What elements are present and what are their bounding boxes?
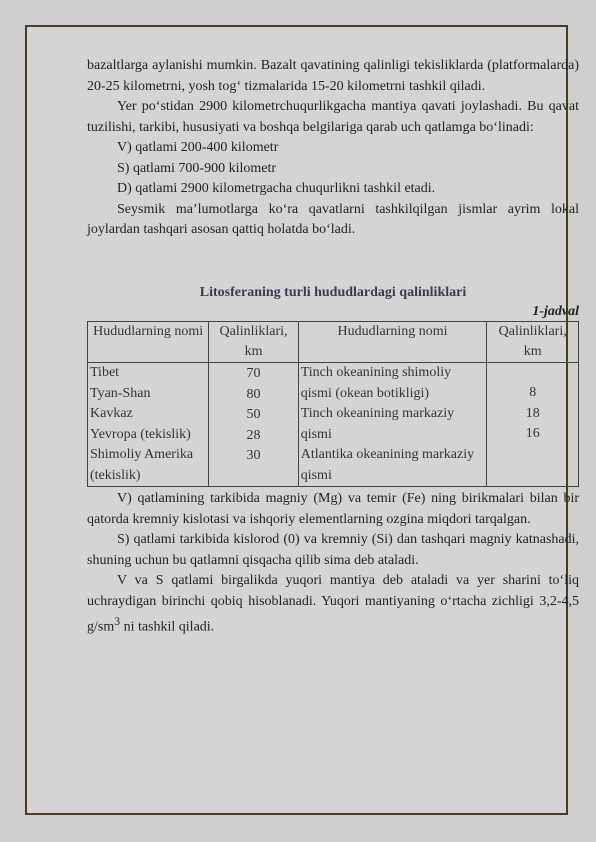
table-cell-item: 28 [246,427,261,443]
paragraph: bazaltlarga aylanishi mumkin. Bazalt qavatining qalinligi tekisliklarda (platformalarda) 20-25 kilometrni, yosh tog‘ tizmalarida 15-20 kilometrni tashkil qiladi. [87,58,579,94]
table-cell-item: Kavkaz [90,406,133,421]
list-item: D) qatlami 2900 kilometrgacha chuqurlikni tashkil etadi. [117,181,436,196]
paragraph: Yer po‘stidan 2900 kilometrchuqurlikgacha mantiya qavati joylashadi. Bu qavat tuzilishi, tarkibi, hususiyati va boshqa belgilariga qarab uch qatlamga bo‘linadi: [87,99,579,135]
table-cell-item: Shimoliy Amerika (tekislik) [90,447,194,483]
table-header: Qalinliklari, km [209,322,298,363]
paragraph-text: ni tashkil qiladi. [120,619,215,635]
table-cell-region-list [298,363,487,487]
table-cell-item: Yevropa (tekislik) [90,426,191,442]
table-cell-item: 30 [246,448,261,463]
table-cell-item: Tyan-Shan [90,385,151,401]
table-cell-thickness-list [487,363,579,487]
table-row [88,363,579,487]
page-frame [25,25,579,815]
table-cell-item: 80 [246,386,261,402]
table-label: 1-jadval [532,304,579,319]
table-cell-item: 18 [525,405,540,421]
paragraph: S) qatlami tarkibida kislorod (0) va kremniy (Si) dan tashqari magniy katnashadi, shuning uchun bu qatlamni qisqacha qilib sima deb ataladi. [87,532,579,568]
list-item: S) qatlami 700-900 kilometr [117,160,277,176]
table-cell-item: Tinch okeanining markaziy qismi [300,406,455,442]
paragraph: V) qatlamining tarkibida magniy (Mg) va temir (Fe) ning birikmalari bilan bir qatorda kremniy kislotasi va ishqoriy elementlarning ozgina miqdori tarqalgan. [87,491,579,527]
table-cell-item: 50 [246,407,261,422]
superscript: 3 [114,615,121,628]
table-cell-region-list [88,363,209,487]
list-item: V) qatlami 200-400 kilometr [117,140,279,155]
table-cell-item: Tinch okeanining shimoliy qismi (okean botikligi) [300,365,452,401]
table-cell-item: Atlantika okeanining markaziy qismi [300,447,475,483]
table-cell-item: 8 [529,385,537,400]
table-title: Litosferaning turli hududlardagi qalinliklari [199,284,467,300]
table-header: Hududlarning nomi [88,322,209,363]
table-cell-item: 70 [246,366,261,381]
table-header-row [88,322,579,363]
paragraph: Seysmik ma’lumotlarga ko‘ra qavatlarni tashkilqilgan jismlar ayrim lokal joylardan tashqari asosan qattiq holatda bo‘ladi. [87,201,579,237]
paragraph [87,571,579,638]
paragraph-text: V va S qatlami birgalikda yuqori mantiya deb ataladi va yer sharini to‘liq uchraydigan birinchi qobiq hisoblanadi. Yuqori mantiyaning o‘rtacha zichligi 3,2-4,5 g/sm [87,573,579,635]
table-header: Hududlarning nomi [298,322,487,363]
table-cell-thickness-list [209,363,298,487]
table-header: Qalinliklari, km [487,322,579,363]
data-table [87,321,579,487]
page-content [87,56,579,638]
table-cell-item: 16 [525,426,540,441]
table-cell-item: Tibet [90,365,120,380]
